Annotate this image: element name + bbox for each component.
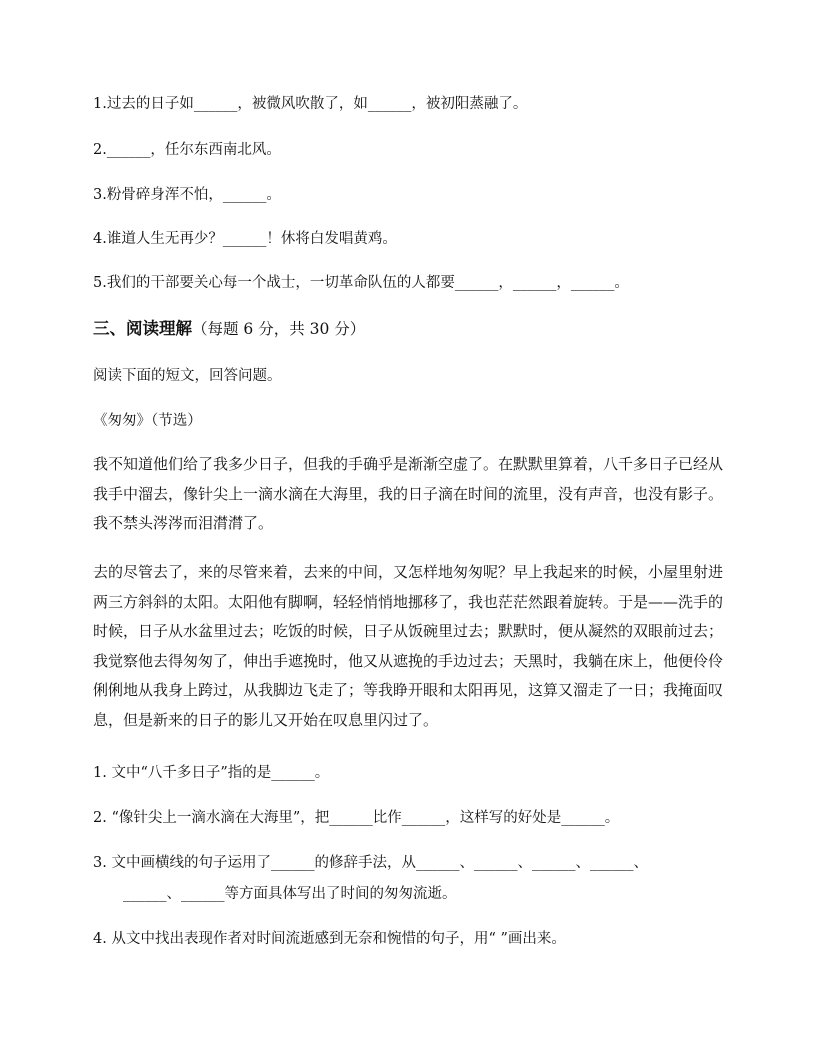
section-heading (93, 318, 733, 340)
question-3-continued: ______、______等方面具体写出了时间的匆匆流逝。 (123, 886, 457, 902)
passage-paragraph-1: 我不知道他们给了我多少日子，但我的手确乎是渐渐空虚了。在默默里算着，八千多日子已经从我手中溜去，像针尖上一滴水滴在大海里，我的日子滴在时间的流里，没有声音，也没有影子。我不禁头涔涔而泪潸潸了。 (93, 455, 724, 532)
fill-item-3: 3.粉骨碎身浑不怕，______。 (93, 187, 281, 203)
fill-item-5: 5.我们的干部要关心每一个战士，一切革命队伍的人都要______，______，______。 (93, 275, 629, 291)
question-3: 3. 文中画横线的句子运用了______的修辞手法，从______、______、______、______、 (93, 855, 648, 871)
reading-instruction: 阅读下面的短文，回答问题。 (93, 368, 282, 384)
fill-item-2: 2.______，任尔东西南北风。 (93, 142, 281, 158)
question-1: 1. 文中“八千多日子”指的是______。 (93, 765, 330, 781)
passage-title: 《匆匆》（节选） (93, 413, 202, 429)
fill-item-4: 4.谁道人生无再少？______！休将白发唱黄鸡。 (93, 231, 397, 247)
fill-item-1: 1.过去的日子如______，被微风吹散了，如______，被初阳蒸融了。 (93, 96, 528, 112)
question-4: 4. 从文中找出表现作者对时间流逝感到无奈和惋惜的句子，用“ ”画出来。 (93, 931, 566, 947)
section-title: 三、阅读理解 (93, 319, 192, 338)
section-score-note: （每题 6 分，共 30 分） (192, 320, 366, 338)
question-2: 2. “像针尖上一滴水滴在大海里”，把______比作______，这样写的好处是______。 (93, 810, 620, 826)
passage-paragraph-2: 去的尽管去了，来的尽管来着，去来的中间，又怎样地匆匆呢？早上我起来的时候，小屋里射进两三方斜斜的太阳。太阳他有脚啊，轻轻悄悄地挪移了，我也茫茫然跟着旋转。于是——洗手的时候，日子从水盆里过去；吃饭的时候，日子从饭碗里过去；默默时，便从凝然的双眼前过去；我觉察他去得匆匆了，伸出手遮挽时，他又从遮挽的手边过去；天黑时，我躺在床上，他便伶伶俐俐地从我身上跨过，从我脚边飞走了；等我睁开眼和太阳再见，这算又溜走了一日；我掩面叹息，但是新来的日子的影儿又开始在叹息里闪过了。 (93, 563, 724, 729)
